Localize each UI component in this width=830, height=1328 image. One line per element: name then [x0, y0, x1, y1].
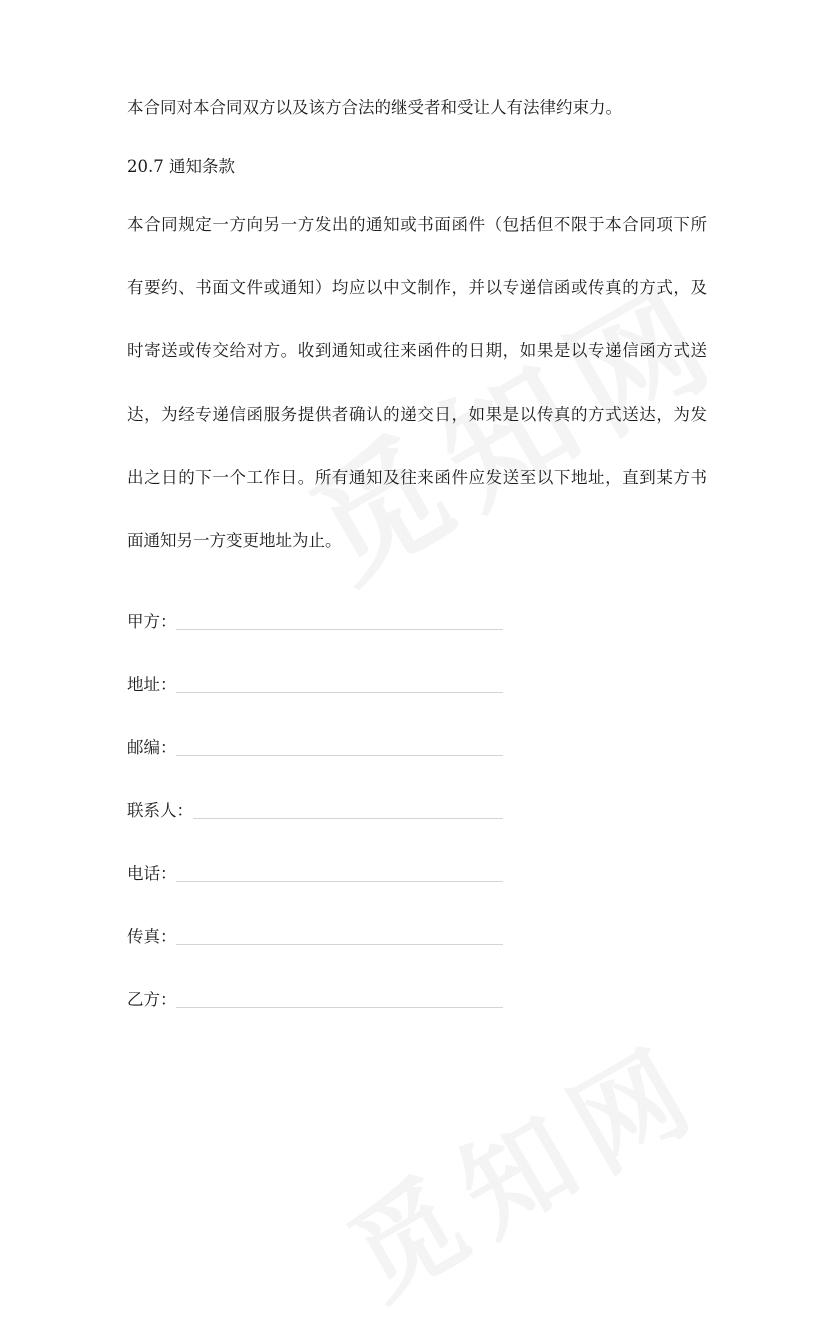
document-body [127, 98, 707, 574]
paragraph-line: 出之日的下一个工作日。所有通知及往来函件应发送至以下地址，直到某方书 [127, 467, 707, 487]
field-label: 电话： [127, 864, 177, 883]
intro-paragraph: 本合同对本合同双方以及该方合法的继受者和受让人有法律约束力。 [127, 98, 622, 117]
field-label: 甲方： [127, 612, 177, 631]
party-b-input-line[interactable] [176, 1007, 503, 1008]
contact-person-input-line[interactable] [193, 818, 503, 819]
paragraph-line: 有要约、书面文件或通知）均应以中文制作，并以专递信函或传真的方式，及 [127, 278, 707, 298]
phone-input-line[interactable] [176, 881, 503, 882]
party-a-input-line[interactable] [176, 629, 503, 630]
fax-input-line[interactable] [176, 944, 503, 945]
paragraph-line: 达，为经专递信函服务提供者确认的递交日，如果是以传真的方式送达，为发 [127, 404, 707, 424]
field-label: 联系人： [127, 801, 193, 820]
postcode-input-line[interactable] [176, 755, 503, 756]
paragraph-line: 面通知另一方变更地址为止。 [127, 531, 342, 551]
paragraph-line: 时寄送或传交给对方。收到通知或往来函件的日期，如果是以专递信函方式送 [127, 341, 707, 361]
field-label: 乙方： [127, 990, 177, 1009]
watermark [316, 1000, 728, 1328]
field-label: 邮编： [127, 738, 177, 757]
field-label: 传真： [127, 927, 177, 946]
address-input-line[interactable] [176, 692, 503, 693]
field-label: 地址： [127, 675, 177, 694]
paragraph-line: 本合同规定一方向另一方发出的通知或书面函件（包括但不限于本合同项下所 [127, 215, 707, 234]
notice-clause-paragraph [127, 193, 707, 572]
section-heading: 20.7 通知条款 [127, 157, 235, 176]
